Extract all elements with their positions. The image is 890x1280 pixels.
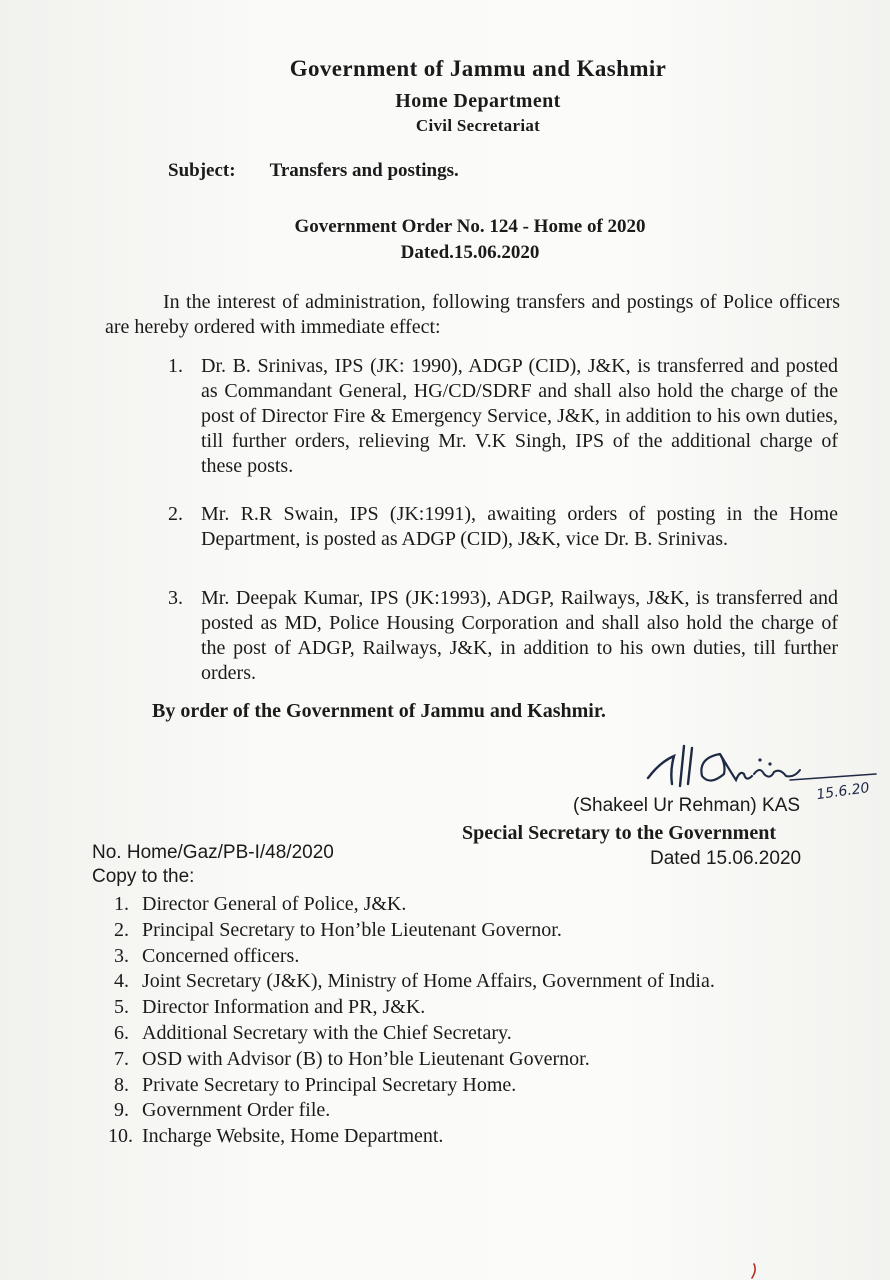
copy-item-number: 4. [114, 970, 129, 993]
copy-item-number: 8. [114, 1073, 129, 1096]
list-item [114, 1098, 715, 1124]
order-item-3 [168, 586, 838, 686]
copy-item-number: 10. [108, 1125, 133, 1148]
list-item [114, 944, 715, 970]
office-heading: Civil Secretariat [415, 116, 541, 135]
copy-list [108, 892, 715, 1150]
intro-paragraph: In the interest of administration, following transfers and postings of Police officers are hereby ordered with immediate effect: [105, 291, 840, 338]
list-item [168, 354, 838, 479]
copy-item-text: Director Information and PR, J&K. [142, 996, 426, 1019]
list-item [114, 1021, 715, 1047]
subject-label: Subject: [168, 160, 236, 181]
list-item [114, 918, 715, 944]
copy-item-text: Concerned officers. [142, 944, 300, 967]
order-item-text: Mr. R.R Swain, IPS (JK:1991), awaiting orders of posting in the Home Department, is posted as ADGP (CID), J&K, vice Dr. B. Srinivas. [201, 503, 838, 550]
government-heading: Government of Jammu and Kashmir [289, 56, 667, 81]
list-item [114, 995, 715, 1021]
copy-item-text: Director General of Police, J&K. [142, 893, 407, 915]
list-item [114, 892, 715, 918]
pen-mark-icon [748, 1262, 760, 1280]
copy-item-text: Incharge Website, Home Department. [142, 1125, 444, 1148]
list-item [114, 969, 715, 995]
list-item [168, 586, 838, 686]
copy-item-number: 7. [114, 1047, 129, 1070]
copy-item-number: 9. [114, 1099, 129, 1122]
signature-dated: Dated 15.06.2020 [650, 848, 802, 869]
order-number: Government Order No. 124 - Home of 2020 [294, 216, 646, 237]
order-date: Dated.15.06.2020 [400, 242, 540, 263]
copy-item-text: Principal Secretary to Hon’ble Lieutenant Governor. [142, 918, 562, 941]
list-item [168, 502, 838, 552]
signer-designation: Special Secretary to the Government [462, 822, 776, 844]
order-item-number: 1. [168, 355, 183, 377]
list-item [108, 1124, 715, 1150]
copy-item-text: Government Order file. [142, 1099, 331, 1122]
order-item-text: Mr. Deepak Kumar, IPS (JK:1993), ADGP, Railways, J&K, is transferred and posted as MD, Police Housing Corporation and shall also hold the charge of the post of ADGP, Railways, J&K, in addition to his own duties, till further orders. [201, 587, 838, 684]
copy-item-number: 5. [114, 996, 129, 1019]
closing-line: By order of the Government of Jammu and Kashmir. [152, 700, 606, 722]
list-item [114, 1073, 715, 1099]
order-item-number: 3. [168, 587, 183, 609]
order-item-number: 2. [168, 503, 183, 525]
copy-item-number: 6. [114, 1021, 129, 1044]
copy-item-number: 1. [114, 893, 129, 915]
copy-item-text: Private Secretary to Principal Secretary Home. [142, 1073, 517, 1096]
copy-item-text: OSD with Advisor (B) to Hon’ble Lieutenant Governor. [142, 1047, 590, 1070]
copy-item-number: 3. [114, 944, 129, 967]
reference-number: No. Home/Gaz/PB-I/48/2020 [92, 842, 334, 863]
order-item-text: Dr. B. Srinivas, IPS (JK: 1990), ADGP (CID), J&K, is transferred and posted as Commandant General, HG/CD/SDRF and shall also hold the charge of the post of Director Fire & Emergency Service, J&K, in addition to his own duties, till further orders, relieving Mr. V.K Singh, IPS of the additional charge of these posts. [201, 355, 838, 477]
order-item-1 [168, 354, 838, 479]
signer-name: (Shakeel Ur Rehman) KAS [573, 795, 801, 816]
subject-value: Transfers and postings. [269, 160, 459, 181]
subject-line [168, 160, 459, 182]
copy-to-label: Copy to the: [92, 866, 195, 887]
copy-item-number: 2. [114, 918, 129, 941]
signature-date: 15.6.20 [815, 779, 871, 804]
order-item-2 [168, 502, 838, 552]
list-item [114, 1047, 715, 1073]
copy-item-text: Additional Secretary with the Chief Secretary. [142, 1021, 512, 1044]
department-heading: Home Department [395, 90, 561, 112]
copy-item-text: Joint Secretary (J&K), Ministry of Home Affairs, Government of India. [142, 970, 715, 993]
